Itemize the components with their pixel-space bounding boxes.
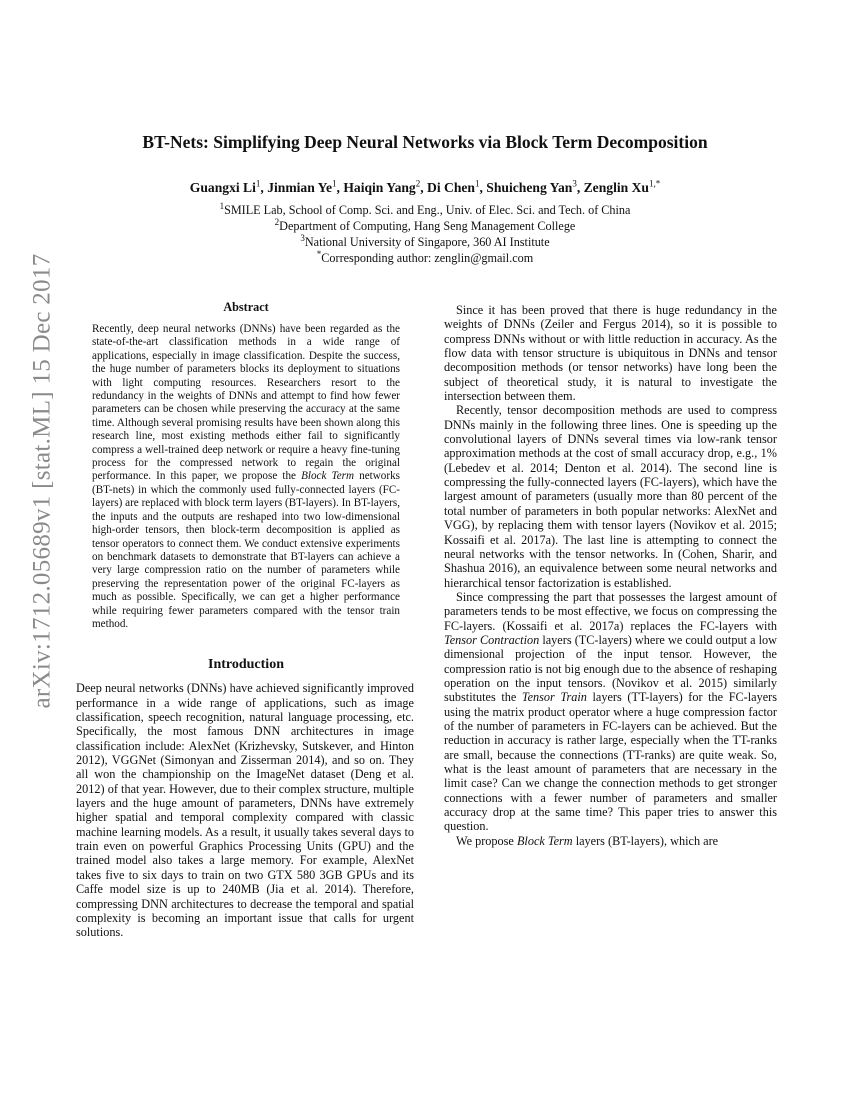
author: Jinmian Ye$^1$, [267, 178, 344, 195]
affiliation: $^2$Department of Computing, Hang Seng Management College [274, 217, 576, 234]
left-column [76, 300, 414, 940]
abstract-text: Recently, deep neural networks (DNNs) have been regarded as the state-of-the-art classification methods in a wide range of applications, especially in image classification. Despite the success, the huge number of parameters blocks its deployment to situations with light computing resources. Researchers resort to the redundancy in the weights of DNNs and attempt to find how fewer parameters can be chosen while preserving the accuracy at the same time. Although several promising results have been shown along this research line, most existing methods either fail to significantly compress a well-trained deep network or require a heavy fine-tuning process for the compressed network to regain the original performance. In this paper, we propose the Block Term networks (BT-nets) in which the commonly used fully-connected layers (FC-layers) are replaced with block term layers (BT-layers). In BT-layers, the inputs and the outputs are reshaped into two low-dimensional high-order tensors, then block-term decomposition is applied as tensor operators to connect them. We conduct extensive experiments on benchmark datasets to demonstrate that BT-layers can achieve a very large compression ratio on the number of parameters while preserving the representation power of the original FC-layers as much as possible. Specifically, we can get a higher performance while requiring fewer parameters compared with the tensor train method. [92, 323, 400, 630]
arxiv-watermark [16, 253, 68, 708]
abstract-heading: Abstract [223, 300, 269, 314]
intro-paragraph-5: We propose Block Term layers (BT-layers), which are [456, 833, 719, 848]
introduction-heading: Introduction [208, 657, 284, 673]
author: Haiqin Yang$^2$, [343, 178, 428, 195]
intro-paragraph-1: Deep neural networks (DNNs) have achieved significantly improved performance in a wide range of applications, such as image classification, speech recognition, natural language processing, etc. Specifically, the most famous DNN architectures in image classification include: AlexNet (Krizhevsky, Sutskever, and Hinton 2012), VGGNet (Simonyan and Zisserman 2014), and so on. They all won the championship on the ImageNet dataset (Deng et al. 2012) of that year. However, due to their complex structure, multiple layers and the huge amount of parameters, DNNs have extremely higher spatial and temporal complexity compared with classic machine learning models. As a result, it usually takes several days to train even on powerful Graphics Processing Units (GPU) and the trained model also takes a large memory. For example, AlexNet takes five to six days to train on two GTX 580 3GB GPUs and its Caffe model size is up to 240MB (Jia et al. 2014). Therefore, compressing DNN architectures to decrease the temporal and spatial complexity is becoming an important issue that calls for urgent solutions. [76, 681, 414, 940]
intro-paragraph-2: Since it has been proved that there is huge redundancy in the weights of DNNs (Zeiler and Fergus 2014), so it is possible to compress DNNs without or with little reduction in accuracy. As the flow data with tensor structure is ubiquitous in DNNs and tensor decomposition methods (or tensor networks) have long been the subject of theoretical study, it is natural to investigate the intersection between them. [444, 303, 777, 404]
affiliation: $^1$SMILE Lab, School of Comp. Sci. and Eng., Univ. of Elec. Sci. and Tech. of China [219, 201, 631, 218]
paper-title: BT-Nets: Simplifying Deep Neural Networks via Block Term Decomposition [142, 132, 708, 152]
right-column [444, 303, 777, 848]
author: Zenglin $Xu^{1,*}$ [583, 178, 661, 195]
author: Guangxi Li$^1$, [189, 178, 268, 195]
author-list [0, 178, 850, 196]
author: Di Chen$^1$, [427, 178, 487, 195]
affiliation: $^3$National University of Singapore, 360 AI Institute [300, 233, 550, 250]
author: Shuicheng Yan$^3$, [486, 178, 584, 195]
arxiv-id: arXiv:1712.05689v1 [stat.ML] 15 Dec 2017 [28, 253, 56, 708]
corresponding-author: *Corresponding author: zenglin@gmail.com [316, 249, 534, 266]
intro-paragraph-4: Since compressing the part that possesses the largest amount of parameters tends to be most effective, we focus on compressing the FC-layers. (Kossaifi et al. 2017a) replaces the FC-layers with Tensor Contraction layers (TC-layers) where we could output a low dimensional projection of the input tensor. However, the compression ratio is not big enough due to the absence of reshaping operation on the input tensors. (Novikov et al. 2015) similarly substitutes the Tensor Train layers (TT-layers) for the FC-layers using the matrix product operator where a huge compression factor of the number of parameters in FC-layers can be achieved. But the reduction in accuracy is rather large, especially when the TT-ranks are small, because the connections (TT-ranks) are quite weak. So, what is the least amount of parameters that are necessary in the limit case? Can we change the connection methods to get stronger connections with a fewer number of parameters and smaller accuracy drop at the same time? This paper tries to answer this question. [444, 589, 778, 834]
intro-paragraph-3: Recently, tensor decomposition methods are used to compress DNNs mainly in the following three lines. One is speeding up the convolutional layers of DNNs several times via low-rank tensor approximation methods at the cost of small accuracy drop, e.g., 1% (Lebedev et al. 2014; Denton et al. 2014). The second line is compressing the fully-connected layers (FC-layers), which have the largest amount of parameters (usually more than 80 percent of the total number of parameters in both popular networks: AlexNet and VGG), by replacing them with tensor layers (Novikov et al. 2015; Kossaifi et al. 2017a). The last line is attempting to connect the neural networks with the tensor networks. In (Cohen, Sharir, and Shashua 2016), an equivalence between some neural networks and hierarchical tensor factorization is established. [444, 403, 777, 590]
